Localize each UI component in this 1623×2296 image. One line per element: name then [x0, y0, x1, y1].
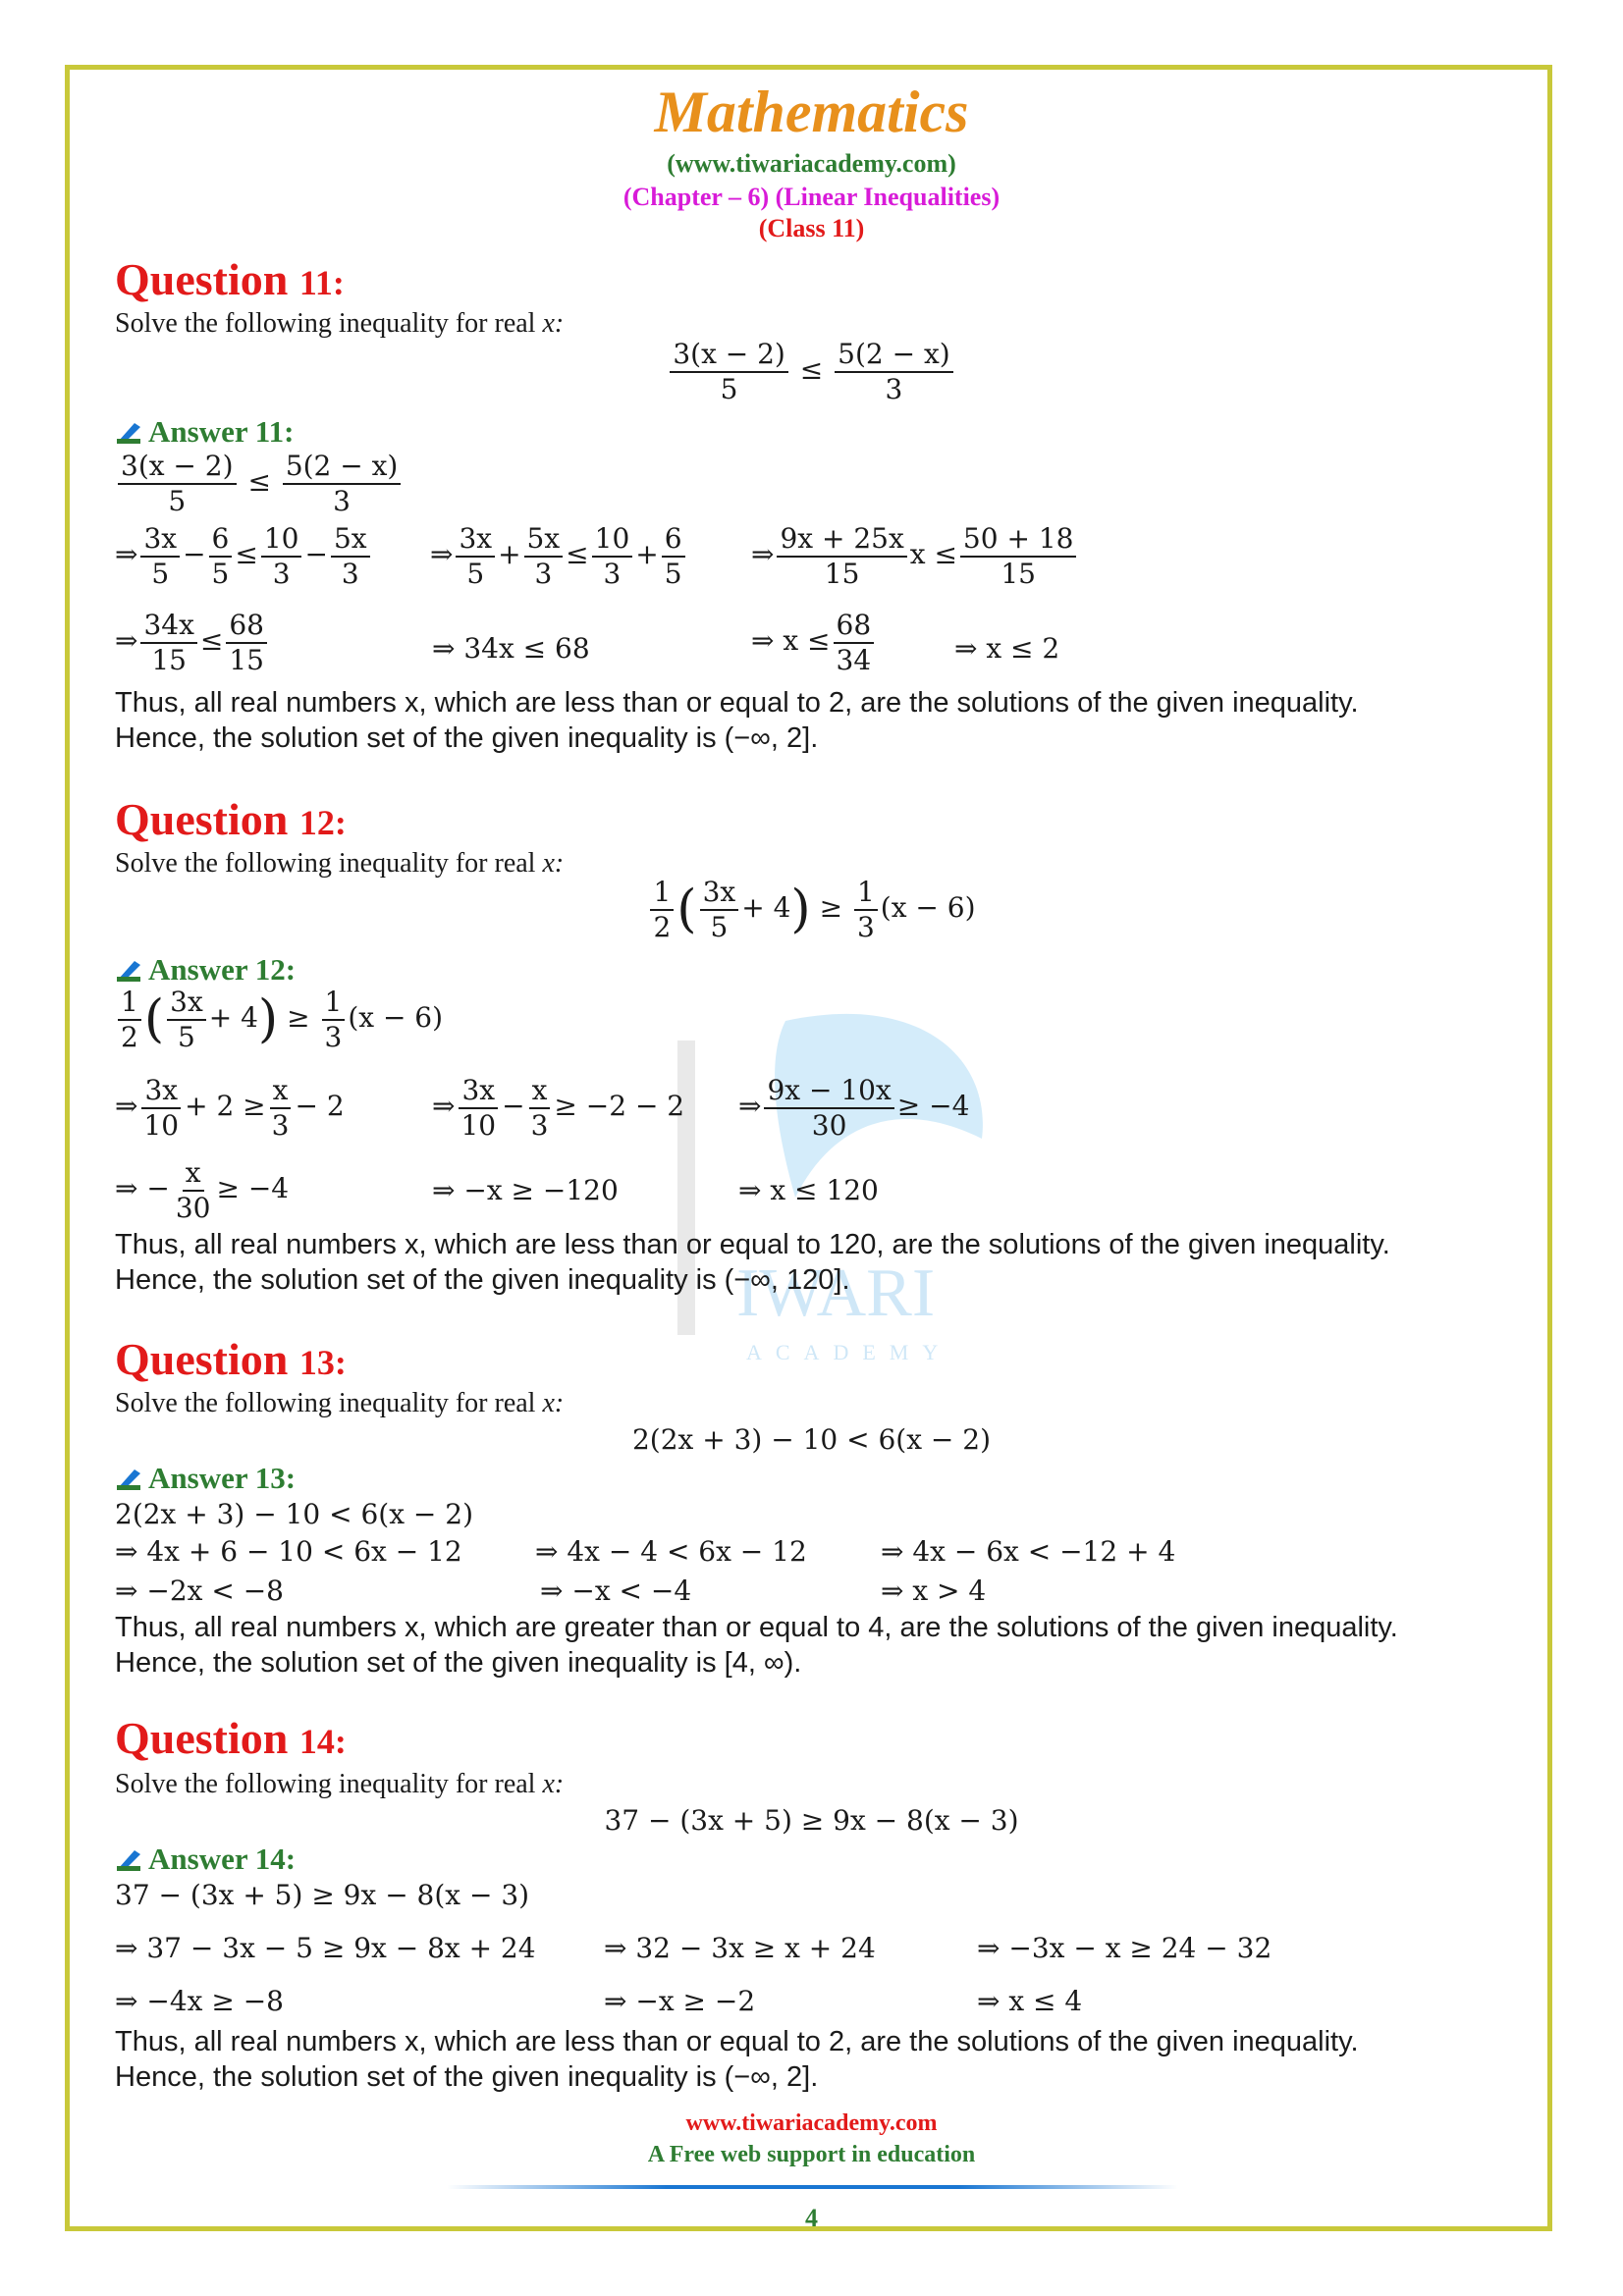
- answer-14-step-2: ⇒ 32 − 3x ≥ x + 24: [604, 1932, 876, 1964]
- answer-13-equation: 2(2x + 3) − 10 < 6(x − 2): [115, 1498, 474, 1530]
- answer-11-step-6: ⇒ x ≤ $\frac{68}{34}$: [751, 609, 877, 676]
- answer-11-step-2: ⇒ $\frac{3x}{5}$ + $\frac{5x}{3}$ ≤ $\frac{10}{3}$ + $\frac{6}{5}$: [430, 522, 688, 590]
- watermark-sub: ACADEMY: [746, 1340, 952, 1364]
- answer-13-step-1: ⇒ 4x + 6 − 10 < 6x − 12: [115, 1535, 462, 1568]
- answer-11-step-1: ⇒ $\frac{3x}{5}$ − $\frac{6}{5}$ ≤ $\frac{10}{3}$ − $\frac{5x}{3}$: [115, 522, 373, 590]
- answer-13-step-4: ⇒ −2x < −8: [115, 1575, 284, 1607]
- answer-14-conclusion: Thus, all real numbers x, which are less than or equal to 2, are the solutions of the given inequality.: [115, 2026, 1359, 2057]
- answer-13-heading: Answer 13:: [115, 1461, 296, 1496]
- answer-14-step-3: ⇒ −3x − x ≥ 24 − 32: [977, 1932, 1272, 1964]
- page-number: 4: [805, 2204, 818, 2232]
- answer-14-solution-set: Hence, the solution set of the given inequality is (−∞, 2].: [115, 2061, 819, 2093]
- answer-14-heading: Answer 14:: [115, 1842, 296, 1877]
- answer-11-conclusion: Thus, all real numbers x, which are less than or equal to 2, are the solutions of the given inequality.: [115, 687, 1359, 719]
- answer-11-equation: $\frac{3(x - 2)}{5}$ ≤ $\frac{5(2 - x)}{3}$: [115, 450, 404, 517]
- answer-14-step-4: ⇒ −4x ≥ −8: [115, 1985, 284, 2017]
- answer-13-solution-set: Hence, the solution set of the given inequality is [4, ∞).: [115, 1647, 802, 1679]
- answer-12-step-2: ⇒ $\frac{3x}{10}$ − $\frac{x}{3}$ ≥ −2 − 2: [432, 1074, 685, 1142]
- question-number: 13:: [298, 1343, 347, 1382]
- question-11-heading: [115, 253, 345, 305]
- question-14-prompt: Solve the following inequality for real x:: [115, 1769, 565, 1799]
- pen-icon: [115, 1846, 144, 1872]
- answer-12-conclusion: Thus, all real numbers x, which are less than or equal to 120, are the solutions of the given inequality.: [115, 1229, 1390, 1260]
- answer-14-equation: 37 − (3x + 5) ≥ 9x − 8(x − 3): [115, 1879, 530, 1911]
- answer-11-solution-set: Hence, the solution set of the given inequality is (−∞, 2].: [115, 722, 819, 754]
- question-label: Question: [115, 1713, 289, 1763]
- answer-12-step-4: ⇒ − $\frac{x}{30}$ ≥ −4: [115, 1156, 290, 1224]
- watermark-word: IWARI: [736, 1255, 936, 1331]
- answer-13-step-5: ⇒ −x < −4: [540, 1575, 692, 1607]
- pen-icon: [115, 1466, 144, 1491]
- question-12-prompt: Solve the following inequality for real x:: [115, 848, 565, 879]
- question-label: Question: [115, 254, 289, 304]
- pen-icon: [115, 957, 144, 983]
- question-label: Question: [115, 1334, 289, 1384]
- answer-11-step-4: ⇒ $\frac{34x}{15}$ ≤ $\frac{68}{15}$: [115, 609, 270, 676]
- answer-14-step-1: ⇒ 37 − 3x − 5 ≥ 9x − 8x + 24: [115, 1932, 536, 1964]
- answer-11-step-3: ⇒ $\frac{9x + 25x}{15}$ x ≤ $\frac{50 + 18}{15}$: [751, 522, 1079, 590]
- question-14-equation: 37 − (3x + 5) ≥ 9x − 8(x − 3): [604, 1804, 1019, 1837]
- question-number: 14:: [298, 1722, 347, 1761]
- pen-icon: [115, 419, 144, 445]
- question-14-heading: [115, 1712, 347, 1764]
- question-11-prompt: Solve the following inequality for real x:: [115, 308, 565, 339]
- answer-13-step-3: ⇒ 4x − 6x < −12 + 4: [881, 1535, 1176, 1568]
- page-title: Mathematics: [654, 80, 969, 144]
- answer-12-step-6: ⇒ x ≤ 120: [738, 1174, 879, 1206]
- question-label: Question: [115, 794, 289, 844]
- answer-11-step-7: ⇒ x ≤ 2: [954, 632, 1060, 665]
- question-12-equation: $\frac{1}{2}$ ( $\frac{3x}{5}$ + 4) ≥ $\frac{1}{3}$ (x − 6): [0, 876, 1623, 943]
- question-11-equation: $\frac{3(x - 2)}{5}$ ≤ $\frac{5(2 - x)}{3}$: [0, 338, 1623, 405]
- answer-11-step-5: ⇒ 34x ≤ 68: [432, 632, 590, 665]
- question-number: 11:: [298, 263, 345, 302]
- answer-12-heading: Answer 12:: [115, 952, 296, 988]
- footer-tagline: A Free web support in education: [647, 2142, 976, 2167]
- footer-site-link[interactable]: www.tiwariacademy.com: [685, 2110, 938, 2136]
- answer-13-conclusion: Thus, all real numbers x, which are greater than or equal to 4, are the solutions of the given inequality.: [115, 1612, 1398, 1643]
- answer-13-step-6: ⇒ x > 4: [881, 1575, 987, 1607]
- answer-11-heading: Answer 11:: [115, 414, 294, 450]
- answer-12-step-1: ⇒ $\frac{3x}{10}$ + 2 ≥ $\frac{x}{3}$ − 2: [115, 1074, 345, 1142]
- question-12-heading: [115, 793, 347, 845]
- answer-14-step-5: ⇒ −x ≥ −2: [604, 1985, 756, 2017]
- header-site: (www.tiwariacademy.com): [667, 149, 956, 178]
- footer-divider: [447, 2185, 1178, 2189]
- question-13-prompt: Solve the following inequality for real x:: [115, 1388, 565, 1418]
- answer-12-solution-set: Hence, the solution set of the given inequality is (−∞, 120].: [115, 1264, 850, 1296]
- answer-13-step-2: ⇒ 4x − 4 < 6x − 12: [535, 1535, 807, 1568]
- answer-14-step-6: ⇒ x ≤ 4: [977, 1985, 1083, 2017]
- question-number: 12:: [298, 803, 347, 842]
- header-class: (Class 11): [758, 214, 865, 242]
- answer-12-equation: $\frac{1}{2}$ ( $\frac{3x}{5}$ + 4) ≥ $\frac{1}{3}$ (x − 6): [115, 986, 443, 1053]
- question-13-heading: [115, 1333, 347, 1385]
- answer-12-step-3: ⇒ $\frac{9x - 10x}{30}$ ≥ −4: [738, 1074, 970, 1142]
- answer-12-step-5: ⇒ −x ≥ −120: [432, 1174, 619, 1206]
- question-13-equation: 2(2x + 3) − 10 < 6(x − 2): [631, 1423, 992, 1456]
- header-chapter: (Chapter – 6) (Linear Inequalities): [622, 183, 1001, 211]
